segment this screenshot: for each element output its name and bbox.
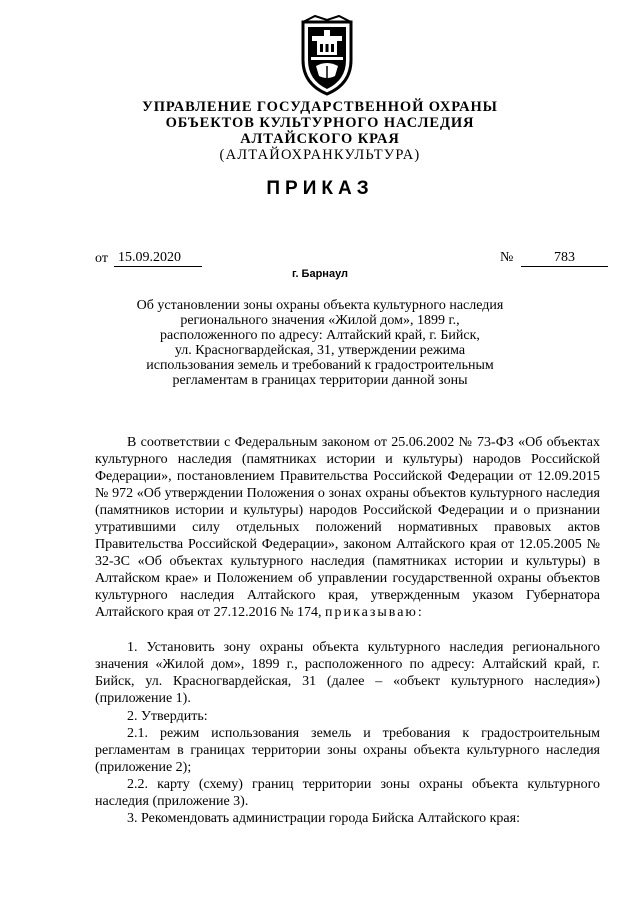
command-word: приказываю: [325,605,424,620]
order-date: 15.09.2020 [114,250,202,267]
item-3-paragraph: 3. Рекомендовать администрации города Бийска Алтайского края: [127,811,520,826]
order-subject [0,298,640,388]
document-type-title: ПРИКАЗ [266,178,374,199]
city-name: г. Барнаул [291,268,349,280]
item-2-1-paragraph: 2.1. режим использования земель и требования к градостроительным регламентам в границах территории зоны охраны объекта культурного наследия (приложение 2); [95,726,600,775]
org-name-line1: УПРАВЛЕНИЕ ГОСУДАРСТВЕННОЙ ОХРАНЫ [142,99,498,115]
preamble-paragraph [95,434,600,621]
number-prefix: № [500,250,514,265]
subject-line: ул. Красногвардейская, 31, утверждении режима [174,343,466,358]
org-short-name: (АЛТАЙОХРАНКУЛЬТУРА) [219,147,421,163]
subject-line: использования земель и требований к градостроительным [146,358,494,373]
order-number: 783 [521,250,608,267]
item-2-paragraph: 2. Утвердить: [127,709,208,724]
date-prefix: от [95,251,108,266]
subject-line: Об установлении зоны охраны объекта культурного наследия [136,298,504,313]
subject-line: регламентам в границах территории данной зоны [172,373,468,388]
org-name-line3: АЛТАЙСКОГО КРАЯ [240,131,400,147]
org-name-line2: ОБЪЕКТОВ КУЛЬТУРНОГО НАСЛЕДИЯ [165,115,475,131]
item-2-2-paragraph: 2.2. карту (схему) границ территории зоны охраны объекта культурного наследия (приложение 3). [95,777,600,809]
preamble-text: В соответствии с Федеральным законом от 25.06.2002 № 73-ФЗ «Об объектах культурного наследия (памятниках истории и культуры) народов Российской Федерации», постановлением Правительства Российской Федерации от 12.09.2015 № 972 «Об утверждении Положения о зонах охраны объектов культурного наследия (памятников истории и культуры) народов Российской Федерации и о признании утратившими силу отдельных положений нормативных правовых актов Правительства Российской Федерации», законом Алтайского края от 12.05.2005 № 32-ЗС «Об объектах культурного наследия (памятниках истории и культуры) в Алтайском крае» и Положением об управлении государственной охраны объектов культурного наследия Алтайского края, утвержденным указом Губернатора Алтайского края от 27.12.2016 № 174, [95,435,600,620]
item-1-paragraph: 1. Установить зону охраны объекта культурного наследия регионального значения «Жилой дом», 1899 г., расположенного по адресу: Алтайский край, г. Бийск, ул. Красногвардейская, 31 (далее – «объект культурного наследия») (приложение 1). [95,640,600,706]
subject-line: регионального значения «Жилой дом», 1899 г., [180,313,460,328]
coat-of-arms-icon [299,14,355,96]
subject-line: расположенного по адресу: Алтайский край, г. Бийск, [160,328,480,343]
